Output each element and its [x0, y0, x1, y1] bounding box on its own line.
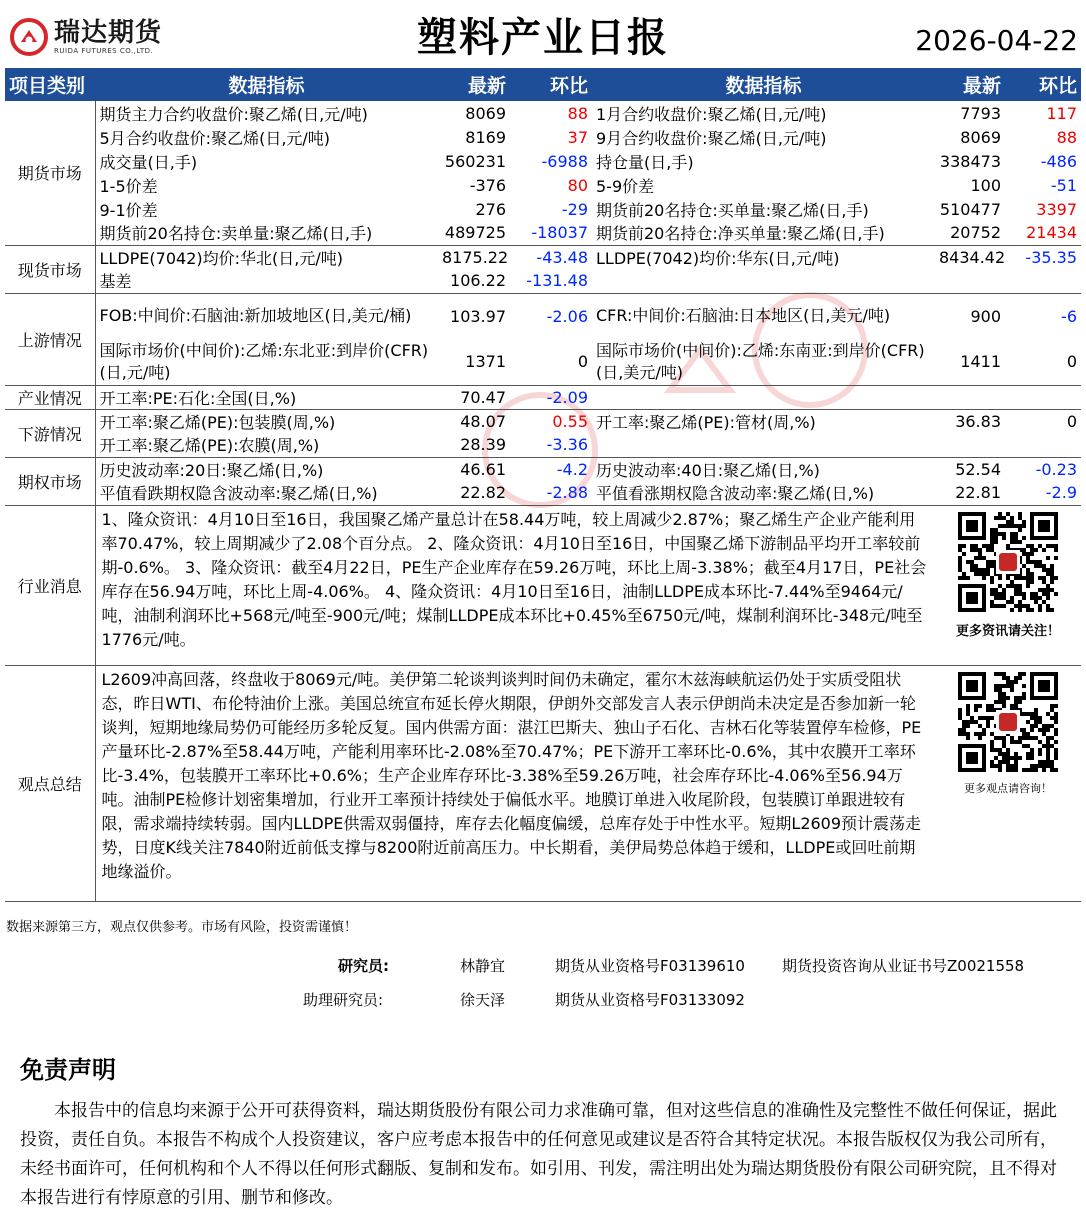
left-indicator-cell: 5月合约收盘价:聚乙烯(日,元/吨)	[99, 128, 331, 148]
right-latest-cell	[935, 269, 1005, 293]
right-change-cell	[1005, 385, 1081, 409]
summary-text: L2609冲高回落，终盘收于8069元/吨。美伊第二轮谈判谈判时间仍未确定，霍尔木兹海峡航运仍处于实质受阻状态，昨日WTI、布伦特油价上涨。美国总统宣布延长停火期限，伊朗外交部发言人表示伊朗尚未决定是否参加新一轮谈判，短期地缘局势仍可能经历多轮反复。国内供需方面：湛江巴斯夫、独山子石化、吉林石化等装置停车检修，PE产量环比-2.87%至58.44万吨，产能利用率环比-2.08%至70.47%；PE下游开工率环比-0.6%，其中农膜开工率环比-3.4%，包装膜开工率环比+0.6%；生产企业库存环比-3.38%至59.26万吨，社会库存环比-4.06%至56.94万吨。油制PE检修计划密集增加，行业开工率预计持续处于偏低水平。地膜订单进入收尾阶段，包装膜订单跟进较有限，需求端持续转弱。国内LLDPE供需双弱僵持，库存去化幅度偏缓，总库存处于中性水平。短期L2609预计震荡走势，日度K线关注7840附近前低支撑与8200附近前高压力。中长期看，美伊局势总体趋于缓和，LLDPE或回吐前期地缘溢价。	[95, 665, 935, 901]
right-latest-cell: 22.81	[935, 481, 1005, 505]
qr-code-icon	[939, 512, 1077, 616]
category-cell: 期货市场	[5, 101, 95, 245]
right-latest-cell: 7793	[960, 103, 1001, 123]
summary-row	[5, 665, 1081, 901]
right-indicator-cell: 5-9价差	[596, 176, 655, 196]
table-row	[5, 197, 1081, 221]
researcher-futures-cert: 期货从业资格号F03139610	[555, 957, 745, 975]
left-indicator-cell: 期货主力合约收盘价:聚乙烯(日,元/吨)	[99, 104, 368, 124]
left-change-cell: -6988	[541, 151, 588, 171]
left-change-cell: 0	[510, 339, 592, 385]
category-cell: 观点总结	[5, 665, 95, 901]
col-latest-left: 最新	[438, 68, 510, 101]
left-change-cell: -2.06	[546, 306, 588, 326]
right-latest-cell: 1411	[935, 339, 1005, 385]
left-change-cell: -29	[561, 199, 588, 219]
left-latest-cell: 22.82	[438, 481, 510, 505]
left-indicator-cell: 基差	[95, 269, 438, 293]
col-indicator-right: 数据指标	[592, 68, 935, 101]
left-change-cell: -131.48	[510, 269, 592, 293]
table-row	[5, 409, 1081, 433]
left-latest-cell: 48.07	[460, 411, 506, 431]
left-change-cell: 80	[567, 175, 588, 195]
category-cell: 产业情况	[5, 385, 95, 409]
right-latest-cell: 900	[970, 306, 1001, 326]
right-latest-cell: 8069	[960, 127, 1001, 147]
assistant-futures-cert: 期货从业资格号F03133092	[555, 991, 745, 1009]
summary-qr	[935, 665, 1081, 901]
table-row	[5, 221, 1081, 245]
left-indicator-cell: 开工率:聚乙烯(PE):农膜(周,%)	[95, 433, 438, 457]
report-title: 塑料产业日报	[417, 15, 669, 61]
logo-english-name: RUIDA FUTURES CO.,LTD.	[54, 46, 154, 55]
left-latest-cell: 276	[475, 199, 506, 219]
right-change-cell: 117	[1046, 103, 1077, 123]
researcher-name: 林静宜	[460, 957, 506, 975]
right-indicator-cell	[592, 385, 935, 409]
right-change-cell: -51	[1050, 175, 1077, 195]
table-body	[5, 101, 1081, 901]
left-change-cell: 37	[567, 127, 588, 147]
left-change-cell: -2.88	[510, 481, 592, 505]
left-change-cell: -43.48	[536, 247, 588, 267]
table-row	[5, 481, 1081, 505]
logo-chinese-name: 瑞达期货	[54, 17, 163, 48]
assistant-label: 助理研究员:	[303, 991, 384, 1009]
right-indicator-cell	[592, 433, 935, 457]
left-indicator-cell: 1-5价差	[99, 176, 158, 196]
left-latest-cell: 28.39	[438, 433, 510, 457]
table-header-row	[5, 68, 1081, 101]
left-indicator-cell: FOB:中间价:石脑油:新加坡地区(日,美元/桶)	[99, 306, 412, 326]
right-change-cell: -2.9	[1005, 481, 1081, 505]
table-row	[5, 149, 1081, 173]
right-latest-cell: 338473	[939, 151, 1001, 171]
right-indicator-cell: 开工率:聚乙烯(PE):管材(周,%)	[596, 412, 816, 432]
category-cell: 现货市场	[5, 245, 95, 293]
right-change-cell	[1005, 433, 1081, 457]
researcher-advisory-cert: 期货投资咨询从业证书号Z0021558	[782, 957, 1025, 975]
researcher-label: 研究员:	[338, 957, 389, 975]
col-latest-right: 最新	[935, 68, 1005, 101]
category-cell: 下游情况	[5, 409, 95, 457]
left-change-cell: 88	[567, 103, 588, 123]
right-indicator-cell: 国际市场价(中间价):乙烯:东南亚:到岸价(CFR)(日,美元/吨)	[592, 339, 935, 385]
report-date: 2026-04-22	[915, 24, 1078, 57]
right-indicator-cell: CFR:中间价:石脑油:日本地区(日,美元/吨)	[596, 306, 891, 326]
right-latest-cell	[935, 385, 1005, 409]
right-indicator-cell: 1月合约收盘价:聚乙烯(日,元/吨)	[596, 104, 827, 124]
right-latest-cell: 100	[970, 175, 1001, 195]
right-change-cell: 0	[1005, 339, 1081, 385]
right-indicator-cell: LLDPE(7042)均价:华东(日,元/吨)	[596, 248, 840, 268]
right-indicator-cell: 持仓量(日,手)	[596, 152, 694, 172]
table-row	[5, 339, 1081, 385]
category-cell: 期权市场	[5, 457, 95, 505]
right-latest-cell: 20752	[935, 221, 1005, 245]
left-indicator-cell: 9-1价差	[99, 200, 158, 220]
left-latest-cell: 8175.22	[442, 247, 509, 267]
left-indicator-cell: 开工率:聚乙烯(PE):包装膜(周,%)	[99, 412, 336, 432]
industry_news-row	[5, 505, 1081, 665]
assistant-name: 徐天泽	[460, 991, 506, 1009]
right-change-cell: -6	[1061, 306, 1077, 326]
disclaimer-title: 免责声明	[20, 1056, 116, 1084]
col-change-right: 环比	[1005, 68, 1081, 101]
right-indicator-cell: 平值看涨期权隐含波动率:聚乙烯(日,%)	[592, 481, 935, 505]
left-indicator-cell: 平值看跌期权隐含波动率:聚乙烯(日,%)	[95, 481, 438, 505]
right-latest-cell: 52.54	[955, 459, 1001, 479]
table-row	[5, 293, 1081, 339]
col-category: 项目类别	[5, 68, 95, 101]
right-indicator-cell: 9月合约收盘价:聚乙烯(日,元/吨)	[596, 128, 827, 148]
col-indicator-left: 数据指标	[95, 68, 438, 101]
col-change-left: 环比	[510, 68, 592, 101]
table-row	[5, 385, 1081, 409]
left-latest-cell: 1371	[438, 339, 510, 385]
left-change-cell: -4.2	[556, 459, 588, 479]
left-change-cell: -2.09	[510, 385, 592, 409]
left-latest-cell: -376	[469, 175, 506, 195]
right-change-cell: -0.23	[1035, 459, 1077, 479]
right-change-cell: 88	[1056, 127, 1077, 147]
right-indicator-cell	[592, 269, 935, 293]
left-latest-cell: 489725	[438, 221, 510, 245]
right-latest-cell: 36.83	[955, 411, 1001, 431]
left-latest-cell: 70.47	[438, 385, 510, 409]
left-latest-cell: 8169	[465, 127, 506, 147]
category-cell: 上游情况	[5, 293, 95, 385]
industry_news-qr	[935, 505, 1081, 665]
right-latest-cell	[935, 433, 1005, 457]
qr-caption: 更多资讯请关注！	[955, 623, 1060, 639]
indicator-table	[5, 68, 1081, 902]
table-row	[5, 101, 1081, 125]
left-latest-cell: 560231	[444, 151, 506, 171]
left-indicator-cell: 历史波动率:20日:聚乙烯(日,%)	[99, 460, 324, 480]
industry_news-text: 1、隆众资讯：4月10日至16日，我国聚乙烯产量总计在58.44万吨，较上周减少2.87%；聚乙烯生产企业产能利用率70.47%，较上周期减少了2.08个百分点。 2、隆众资讯：4月10日至16日，中国聚乙烯下游制品平均开工率较前期-0.6%。 3、隆众资讯：截至4月22日，PE生产企业库存在59.26万吨，环比上周-3.38%；截至4月17日，PE社会库存在56.94万吨，环比上周-4.06%。 4、隆众资讯：4月10日至16日，油制LLDPE成本环比-7.44%至9464元/吨，油制利润环比+568元/吨至-900元/吨；煤制LLDPE成本环比+0.45%至6750元/吨，煤制利润环比-348元/吨至1776元/吨。	[95, 505, 935, 665]
table-row	[5, 245, 1081, 269]
left-latest-cell: 103.97	[450, 306, 506, 326]
table-row	[5, 173, 1081, 197]
right-change-cell: 0	[1066, 411, 1077, 431]
data-source-note: 数据来源第三方，观点仅供参考。市场有风险，投资需谨慎！	[6, 920, 358, 935]
table-row	[5, 457, 1081, 481]
report-header	[0, 0, 1086, 66]
left-indicator-cell: LLDPE(7042)均价:华北(日,元/吨)	[99, 248, 343, 268]
left-latest-cell: 46.61	[460, 459, 506, 479]
left-latest-cell: 8069	[465, 103, 506, 123]
left-change-cell: 0.55	[552, 411, 588, 431]
right-latest-cell: 8434.42	[939, 247, 1006, 267]
right-indicator-cell: 期货前20名持仓:买单量:聚乙烯(日,手)	[596, 200, 869, 220]
qr-code-icon	[939, 672, 1077, 776]
left-change-cell: -18037	[510, 221, 592, 245]
category-cell: 行业消息	[5, 505, 95, 665]
table-row	[5, 269, 1081, 293]
left-indicator-cell: 开工率:PE:石化:全国(日,%)	[95, 385, 438, 409]
right-change-cell: -35.35	[1025, 247, 1077, 267]
right-latest-cell: 510477	[939, 199, 1001, 219]
left-latest-cell: 106.22	[438, 269, 510, 293]
right-change-cell	[1005, 269, 1081, 293]
right-indicator-cell: 历史波动率:40日:聚乙烯(日,%)	[596, 460, 820, 480]
left-change-cell: -3.36	[510, 433, 592, 457]
disclaimer-body: 本报告中的信息均来源于公开可获得资料，瑞达期货股份有限公司力求准确可靠，但对这些信息的准确性及完整性不做任何保证，据此投资，责任自负。本报告不构成个人投资建议，客户应考虑本报告中的任何意见或建议是否符合其特定状况。本报告版权仅为我公司所有，未经书面许可，任何机构和个人不得以任何形式翻版、复制和发布。如引用、刊发，需注明出处为瑞达期货股份有限公司研究院，且不得对本报告进行有悖原意的引用、删节和修改。	[20, 1101, 1057, 1208]
left-indicator-cell: 国际市场价(中间价):乙烯:东北亚:到岸价(CFR)(日,元/吨)	[95, 339, 438, 385]
right-indicator-cell: 期货前20名持仓:净买单量:聚乙烯(日,手)	[592, 221, 935, 245]
table-row	[5, 125, 1081, 149]
left-indicator-cell: 期货前20名持仓:卖单量:聚乙烯(日,手)	[95, 221, 438, 245]
right-change-cell: 3397	[1036, 199, 1077, 219]
right-change-cell: -486	[1040, 151, 1077, 171]
right-change-cell: 21434	[1005, 221, 1081, 245]
left-indicator-cell: 成交量(日,手)	[99, 152, 198, 172]
qr-caption: 更多观点请咨询！	[964, 781, 1052, 795]
table-row	[5, 433, 1081, 457]
